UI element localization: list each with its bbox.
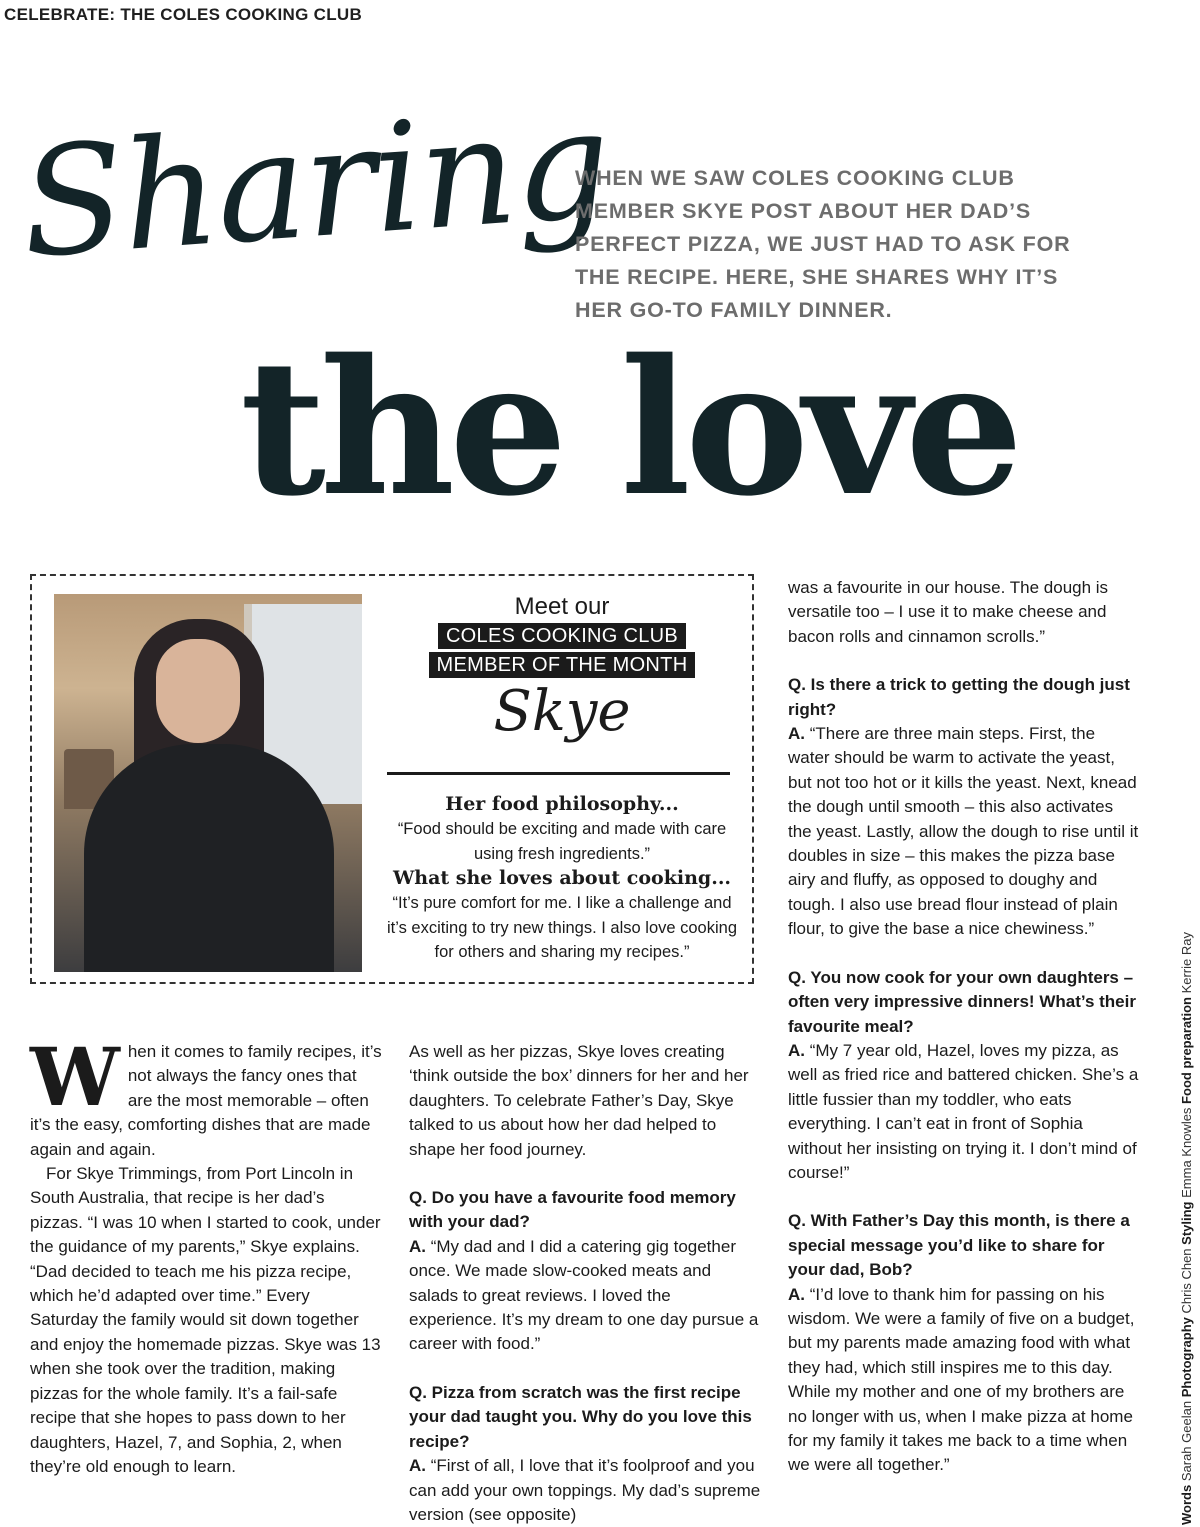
body-paragraph: was a favourite in our house. The dough is versatile too – I use it to make cheese and bacon rolls and cinnamon scrolls.” bbox=[788, 578, 1109, 646]
philosophy-heading: Her food philosophy... bbox=[445, 793, 679, 815]
question: Q. With Father’s Day this month, is there a special message you’d like to share for your dad, Bob? bbox=[788, 1211, 1130, 1280]
credit-label: Styling bbox=[1179, 1201, 1194, 1245]
body-paragraph: As well as her pizzas, Skye loves creating ‘think outside the box’ dinners for her and her daughters. To celebrate Father’s Day, Skye talked to us about how her dad helped to shape her food journey. bbox=[409, 1042, 749, 1159]
member-details bbox=[382, 792, 742, 965]
answer-label: A. bbox=[409, 1236, 426, 1256]
headline-bold: the love bbox=[240, 318, 1018, 537]
answer-text: “My 7 year old, Hazel, loves my pizza, as well as fried rice and battered chicken. She’s a little fussier than my toddler, who eats everything. I can’t eat in front of Sophia without her insisting on trying it. I don’t mind of course!” bbox=[788, 1040, 1139, 1182]
headline-script: Sharing bbox=[15, 77, 614, 292]
answer-label: A. bbox=[788, 1040, 805, 1060]
answer-text: “There are three main steps. First, the water should be warm to activate the yeast, but not too hot or it kills the yeast. Next, knead the dough until smooth – this also activates the yeast. Lastly, allow the dough to rise until it doubles in size – this makes the pizza base airy and fluffy, as opposed to doughy and tough. I also use bread flour instead of plain flour, to give the base a nice chewiness.” bbox=[788, 724, 1139, 939]
credit-label: Photography bbox=[1179, 1317, 1194, 1398]
answer bbox=[788, 1283, 1140, 1478]
answer bbox=[788, 722, 1140, 942]
section-label: CELEBRATE: THE COLES COOKING CLUB bbox=[4, 5, 363, 24]
answer-text: “I’d love to thank him for passing on his wisdom. We were a family of five on a budget, but my parents made amazing food with what they had, which still inspires me to this day. While my mother and one of my brothers are no longer with us, when I make pizza at home for my family it takes me back to a time when we were all together.” bbox=[788, 1284, 1135, 1475]
member-of-the-month-box bbox=[30, 574, 754, 984]
member-month-bar-label: MEMBER OF THE MONTH bbox=[429, 652, 696, 678]
drop-cap: W bbox=[30, 1030, 120, 1124]
photo-credits bbox=[1176, 865, 1198, 1525]
answer-text: “My dad and I did a catering gig together once. We made slow-cooked meats and salads to great reviews. I loved the experience. It’s my dream to one day pursue a career with food.” bbox=[409, 1236, 759, 1354]
photo-body-shape bbox=[84, 744, 334, 972]
credit-label: Food preparation bbox=[1179, 997, 1194, 1104]
question: Q. Pizza from scratch was the first recipe your dad taught you. Why do you love this recipe? bbox=[409, 1382, 752, 1451]
answer bbox=[788, 1039, 1140, 1185]
member-name: Skye bbox=[493, 679, 631, 744]
answer-text: “First of all, I love that it’s foolproof and you can add your own toppings. My dad’s supreme version (see opposite) bbox=[409, 1456, 761, 1524]
answer bbox=[409, 1454, 761, 1527]
article-column-2 bbox=[409, 1040, 761, 1527]
credit-name: Kerrie Ray bbox=[1179, 932, 1194, 994]
credit-name: Emma Knowles bbox=[1179, 1107, 1194, 1198]
answer-label: A. bbox=[788, 724, 805, 744]
question: Q. Do you have a favourite food memory with your dad? bbox=[409, 1188, 736, 1232]
answer-label: A. bbox=[788, 1284, 805, 1304]
answer-label: A. bbox=[409, 1456, 426, 1476]
question: Q. Is there a trick to getting the dough just right? bbox=[788, 675, 1130, 719]
loves-text: “It’s pure comfort for me. I like a challenge and it’s exciting to try new things. I also love cooking for others and sharing my recipes.” bbox=[386, 894, 738, 961]
member-divider bbox=[387, 772, 730, 775]
intro-text: hen it comes to family recipes, it’s not always the fancy ones that are the most memorable – often it’s the easy, comforting dishes that are made again and again. bbox=[30, 1042, 382, 1159]
credit-label: Words bbox=[1179, 1484, 1194, 1525]
member-photo bbox=[54, 594, 362, 972]
club-bar-label: COLES COOKING CLUB bbox=[438, 623, 686, 649]
member-heading bbox=[377, 594, 747, 744]
article-column-3 bbox=[788, 576, 1140, 1478]
photo-face-shape bbox=[156, 639, 240, 743]
answer bbox=[409, 1235, 761, 1357]
standfirst: WHEN WE SAW COLES COOKING CLUB MEMBER SKYE POST ABOUT HER DAD’S PERFECT PIZZA, WE JUST HAD TO ASK FOR THE RECIPE. HERE, SHE SHARES WHY IT’S HER GO-TO FAMILY DINNER. bbox=[575, 166, 1071, 322]
intro-paragraph bbox=[30, 1030, 382, 1162]
question: Q. You now cook for your own daughters – often very impressive dinners! What’s their favourite meal? bbox=[788, 967, 1136, 1036]
article-column-1 bbox=[30, 1030, 382, 1479]
credit-name: Chris Chen bbox=[1179, 1248, 1194, 1314]
philosophy-text: “Food should be exciting and made with care using fresh ingredients.” bbox=[397, 820, 727, 863]
body-paragraph: For Skye Trimmings, from Port Lincoln in South Australia, that recipe is her dad’s pizzas. “I was 10 when I started to cook, under the guidance of my parents,” Skye explains. “Dad decided to teach me his pizza recipe, which he’d adapted over time.” Every Saturday the family would sit down together and enjoy the homemade pizzas. Skye was 13 when she took over the tradition, making pizzas for the whole family. It’s a fail-safe recipe that she hopes to pass down to her daughters, Hazel, 7, and Sophia, 2, when they’re old enough to learn. bbox=[30, 1164, 381, 1476]
loves-heading: What she loves about cooking... bbox=[392, 867, 732, 889]
credit-name: Sarah Geelan bbox=[1179, 1400, 1194, 1482]
meet-our-label: Meet our bbox=[514, 593, 610, 620]
